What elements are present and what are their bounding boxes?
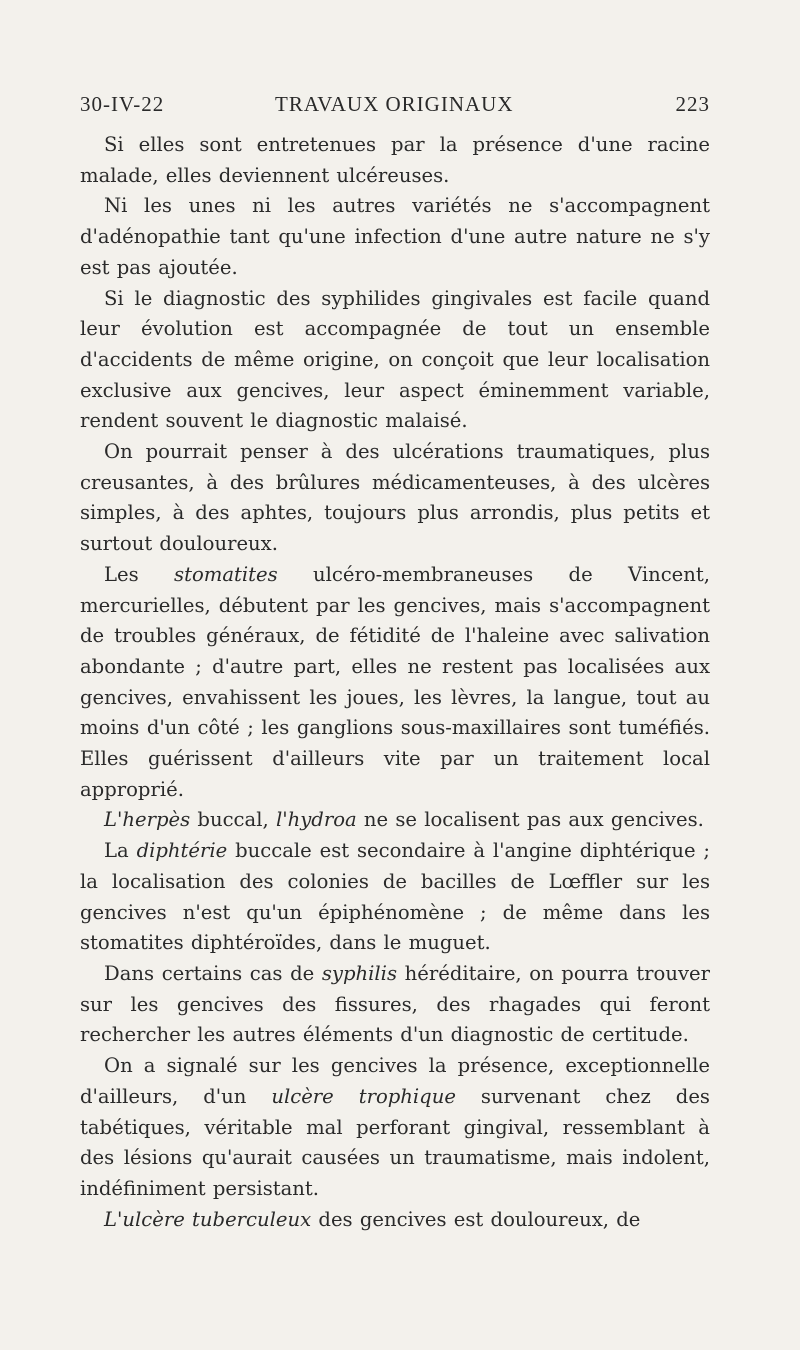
italic-term: stomatites	[174, 562, 278, 586]
text-run: On a signalé sur les gencives la présence, exceptionnelle d'ailleurs, d'un	[80, 1054, 710, 1108]
text-run: des gencives est douloureux, de	[311, 1207, 641, 1231]
paragraph	[80, 1051, 710, 1205]
paragraph	[80, 959, 710, 1051]
paragraph	[80, 836, 710, 959]
italic-term: l'hydroa	[275, 808, 357, 832]
paragraph	[80, 1205, 710, 1236]
text-run: héréditaire, on pourra trouver sur les gencives des fissures, des rhagades qui feront rechercher les autres éléments d'un diagnostic de certitude.	[80, 961, 710, 1047]
paragraph	[80, 191, 710, 283]
header-section-title: TRAVAUX ORIGINAUX	[275, 92, 514, 116]
italic-term: L'herpès	[104, 808, 191, 832]
paragraph	[80, 437, 710, 560]
paragraph	[80, 805, 710, 836]
text-run: ulcéro-membraneuses de Vincent, mercurielles, débutent par les gencives, mais s'accompagnent de troubles généraux, de fétidité de l'haleine avec salivation abondante ; d'autre part, elles ne restent pas localisées aux gencives, envahissent les joues, les lèvres, la langue, tout au moins d'un côté ; les ganglions sous-maxillaires sont tuméfiés. Elles guérissent d'ailleurs vite par un traitement local approprié.	[80, 562, 711, 801]
paragraph	[80, 560, 710, 806]
text-run: Les	[104, 562, 175, 586]
italic-term: diphtérie	[136, 839, 228, 863]
body-text	[80, 130, 710, 1235]
text-run: Si elles sont entretenues par la présence d'une racine malade, elles deviennent ulcéreuses.	[80, 133, 710, 187]
italic-term: syphilis	[321, 961, 398, 985]
text-run: Ni les unes ni les autres variétés ne s'accompagnent d'adénopathie tant qu'une infection d'une autre nature ne s'y est pas ajoutée.	[80, 194, 710, 279]
paragraph	[80, 284, 710, 438]
text-run: Dans certains cas de	[104, 961, 322, 985]
header-date: 30-IV-22	[80, 92, 165, 116]
text-run: La	[104, 839, 137, 863]
text-run: On pourrait penser à des ulcérations traumatiques, plus creusantes, à des brûlures médicamenteuses, à des ulcères simples, à des aphtes, toujours plus arrondis, plus petits et surtout douloureux.	[80, 440, 710, 556]
text-run: ne se localisent pas aux gencives.	[356, 808, 704, 832]
italic-term: L'ulcère tuberculeux	[104, 1207, 312, 1231]
text-run: Si le diagnostic des syphilides gingivales est facile quand leur évolution est accompagnée de tout un ensemble d'accidents de même origine, on conçoit que leur localisation exclusive aux gencives, leur aspect éminemment variable, rendent souvent le diagnostic malaisé.	[80, 286, 710, 433]
text-run: survenant chez des tabétiques, véritable mal perforant gingival, ressemblant à des lésions qu'aurait causées un traumatisme, mais indolent, indéfiniment persistant.	[80, 1084, 710, 1200]
text-run: buccale est secondaire à l'angine diphtérique ; la localisation des colonies de bacilles de Lœffler sur les gencives n'est qu'un épiphénomène ; de même dans les stomatites diphtéroïdes, dans le muguet.	[80, 839, 710, 955]
paragraph	[80, 130, 710, 191]
page-number: 223	[675, 92, 710, 116]
text-run: buccal,	[190, 808, 276, 832]
running-header	[80, 92, 710, 122]
italic-term: ulcère trophique	[271, 1084, 456, 1108]
